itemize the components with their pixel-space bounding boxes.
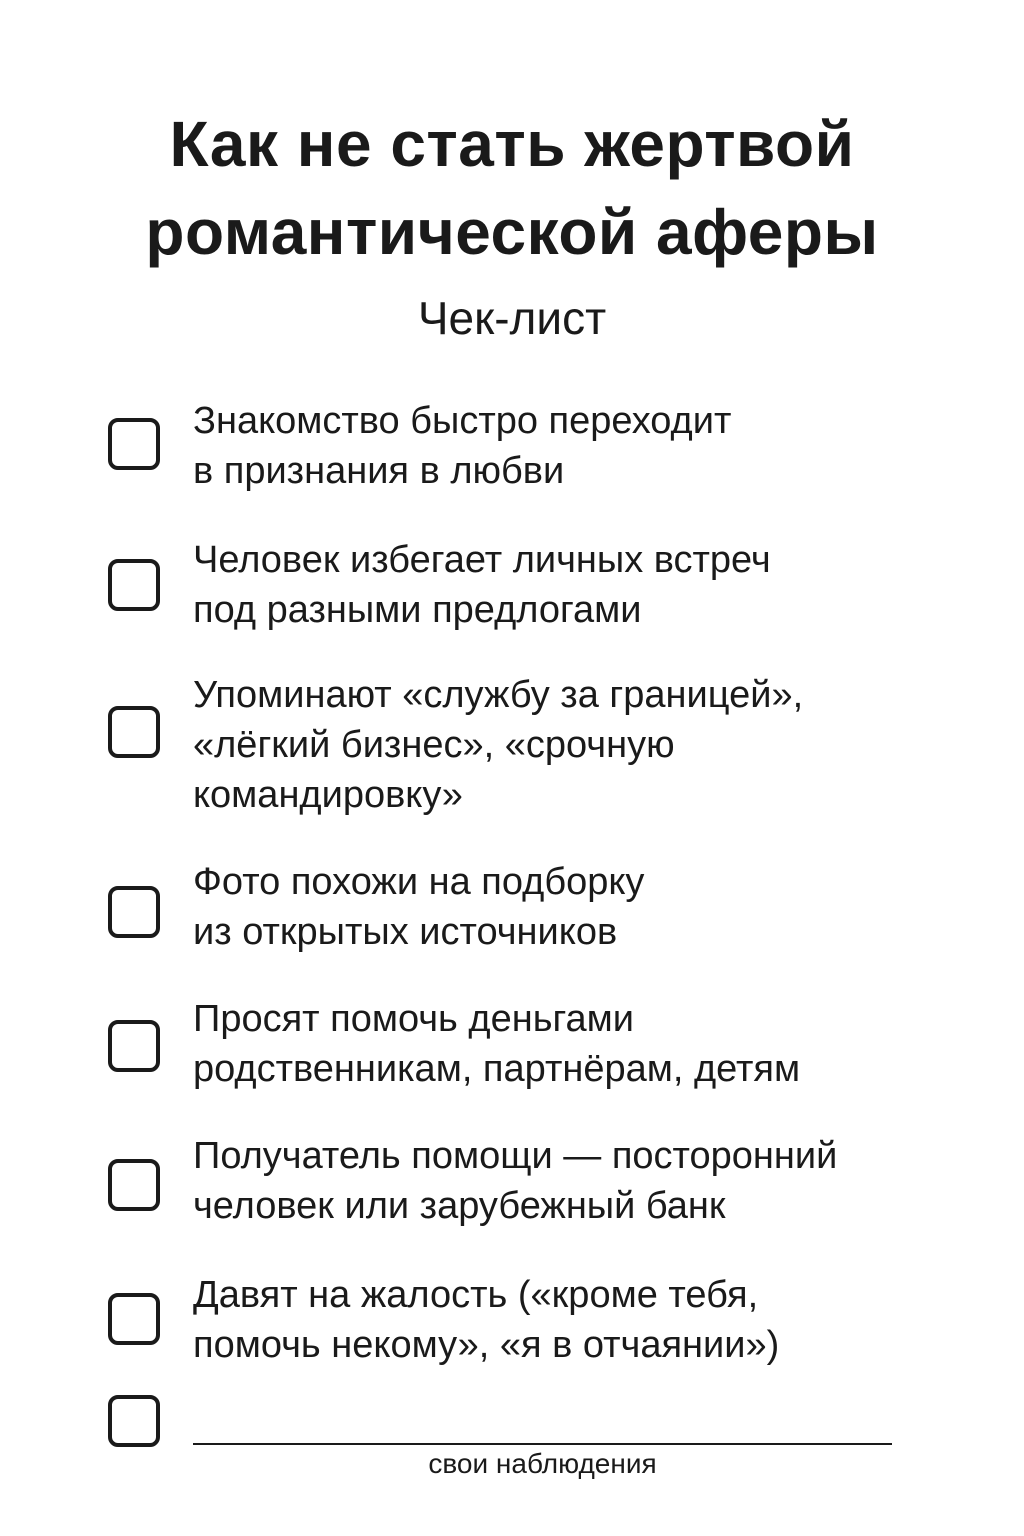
item-line: человек или зарубежный банк (193, 1185, 726, 1227)
checklist-item-text (193, 396, 913, 496)
item-line: «лёгкий бизнес», «срочную (193, 724, 675, 766)
custom-observation-value[interactable] (193, 1392, 913, 1442)
title-line-1: Как не стать жертвой (169, 108, 855, 180)
checklist-item-text (193, 994, 913, 1094)
checklist-item-text (193, 1270, 913, 1370)
checkbox[interactable] (108, 1293, 160, 1345)
item-line: под разными предлогами (193, 589, 642, 631)
page-subtitle: Чек-лист (417, 292, 607, 344)
item-line: Упоминают «службу за границей», (193, 674, 804, 716)
checkbox[interactable] (108, 1020, 160, 1072)
item-line: Просят помочь деньгами (193, 998, 635, 1040)
item-line: помочь некому», «я в отчаянии») (193, 1324, 780, 1366)
checkbox[interactable] (108, 1395, 160, 1447)
item-line: родственникам, партнёрам, детям (193, 1048, 801, 1090)
item-line: Получатель помощи — посторонний (193, 1135, 838, 1177)
custom-observation-caption: свои наблюдения (428, 1448, 657, 1479)
title-line-2: романтической аферы (145, 196, 879, 268)
checkbox[interactable] (108, 1159, 160, 1211)
item-line: в признания в любви (193, 450, 565, 492)
page-title (0, 100, 1024, 276)
checkbox[interactable] (108, 418, 160, 470)
custom-observation-line (193, 1443, 892, 1445)
item-line: командировку» (193, 774, 463, 816)
item-line: Давят на жалость («кроме тебя, (193, 1274, 759, 1316)
item-line: из открытых источников (193, 911, 618, 953)
checklist-item-text (193, 1131, 913, 1231)
checklist-item-text (193, 857, 913, 957)
item-line: Человек избегает личных встреч (193, 539, 771, 581)
checkbox[interactable] (108, 886, 160, 938)
checklist-item-text (193, 535, 913, 635)
item-line: Фото похожи на подборку (193, 861, 645, 903)
item-line: Знакомство быстро переходит (193, 400, 732, 442)
checkbox[interactable] (108, 559, 160, 611)
checkbox[interactable] (108, 706, 160, 758)
checklist-item-text (193, 670, 913, 820)
